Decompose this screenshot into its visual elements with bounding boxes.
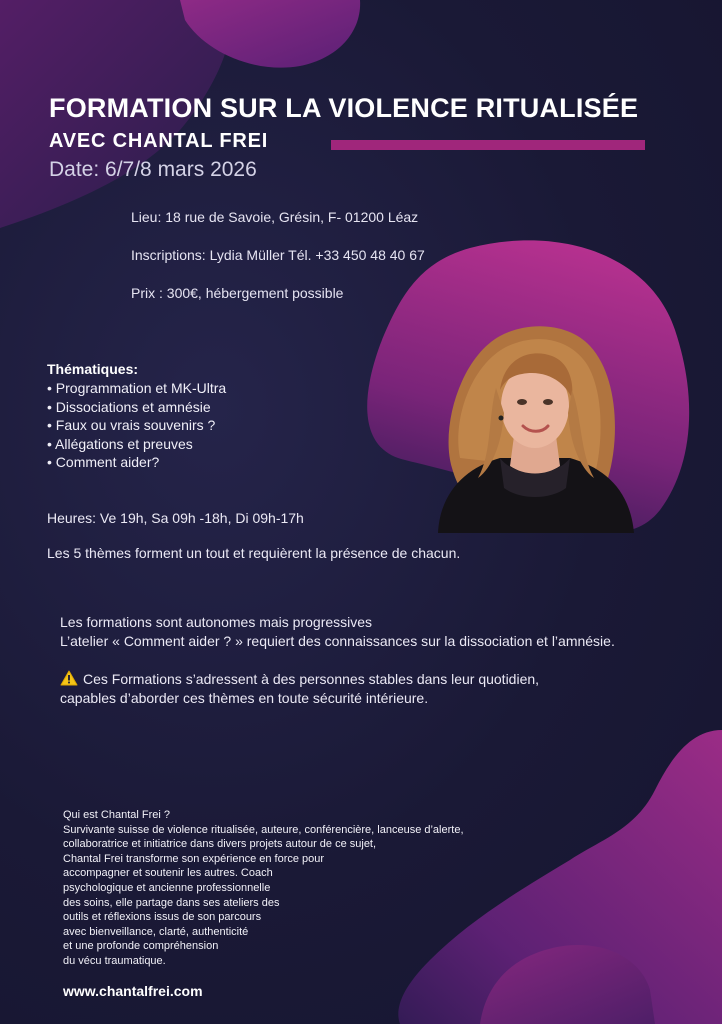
list-item: • Comment aider? [47,453,226,472]
bio-line: du vécu traumatique. [63,954,166,967]
bio-line: psychologique et ancienne professionnelle [63,881,271,894]
website-link[interactable]: www.chantalfrei.com [63,983,203,999]
venue-address: Lieu: 18 rue de Savoie, Grésin, F- 01200 Léaz [131,209,419,225]
price-info: Prix : 300€, hébergement possible [131,285,344,301]
warning-icon [60,670,78,686]
list-item: • Programmation et MK-Ultra [47,379,226,398]
title-divider [331,140,645,150]
progression-line: Les formations sont autonomes mais progressives [60,614,373,630]
warning-text [60,670,539,707]
bio-line: Qui est Chantal Frei ? [63,809,170,821]
list-item: • Faux ou vrais souvenirs ? [47,416,226,435]
list-item: • Dissociations et amnésie [47,398,226,417]
registration-contact: Inscriptions: Lydia Müller Tél. +33 450 48 40 67 [131,247,425,263]
bio-section [63,808,464,969]
warning-line: Ces Formations s’adressent à des personnes stables dans leur quotidien, [83,671,540,687]
schedule-note: Les 5 thèmes forment un tout et requièrent la présence de chacun. [47,545,461,561]
themes-heading: Thématiques: [47,361,139,377]
progression-line: L’atelier « Comment aider ? » requiert des connaissances sur la dissociation et l’amnésie. [60,632,615,649]
bio-line: Chantal Frei transforme son expérience en force pour [63,852,325,865]
warning-line: capables d’aborder ces thèmes en toute sécurité intérieure. [60,689,429,706]
bio-line: collaboratrice et initiatrice dans divers projets autour de ce sujet, [63,838,377,851]
themes-list [47,379,226,472]
bio-line: et une profonde compréhension [63,940,219,953]
bio-line: Survivante suisse de violence ritualisée, auteure, conférencière, lanceuse d’alerte, [63,823,464,836]
event-date: Date: 6/7/8 mars 2026 [49,158,257,181]
schedule-hours: Heures: Ve 19h, Sa 09h -18h, Di 09h-17h [47,510,304,526]
bio-line: avec bienveillance, clarté, authenticité [63,925,249,938]
list-item: • Allégations et preuves [47,435,226,454]
progression-text [60,613,615,650]
bio-line: des soins, elle partage dans ses ateliers des [63,896,280,909]
portrait-photo [430,318,640,533]
bio-line: accompagner et soutenir les autres. Coach [63,867,273,880]
page-title: FORMATION SUR LA VIOLENCE RITUALISÉE [49,93,639,123]
bio-line: outils et réflexions issus de son parcours [63,911,262,924]
page-subtitle: AVEC CHANTAL FREI [49,130,269,152]
